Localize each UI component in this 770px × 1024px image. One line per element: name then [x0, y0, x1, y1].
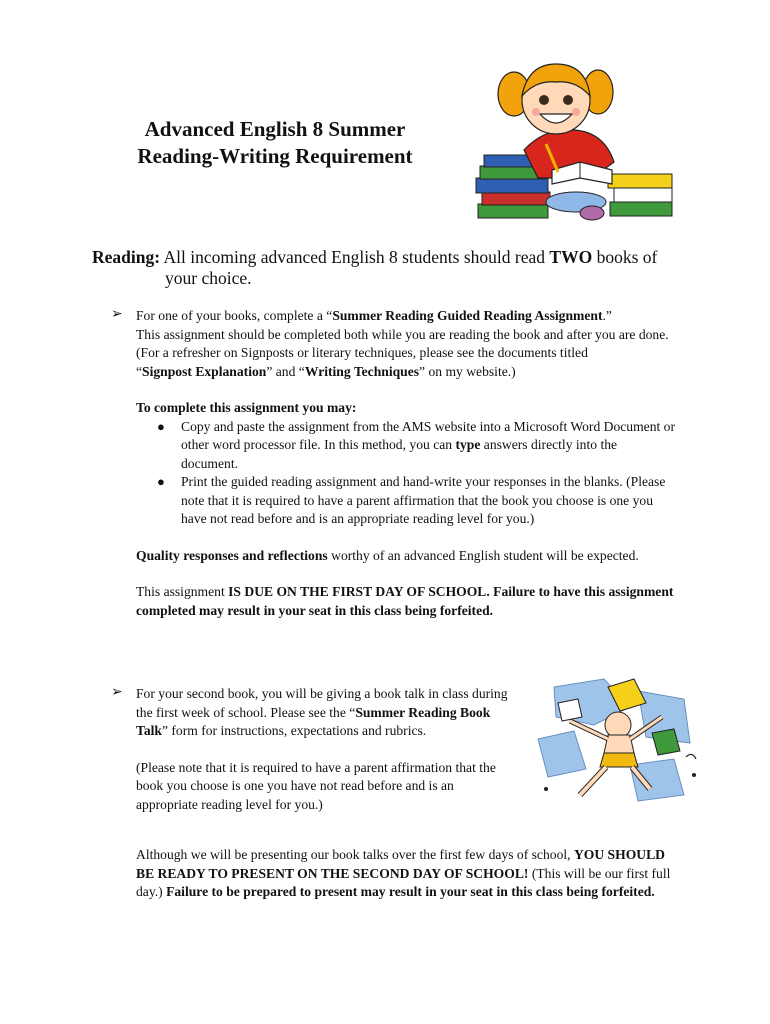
arrow-bullet-icon: ➢: [111, 685, 123, 700]
quote-and: ” and “: [266, 363, 305, 379]
due-date-notice: [136, 583, 676, 620]
presentation-notice: [136, 846, 676, 902]
parent-affirmation-note: (Please note that it is required to have a parent affirmation that the book you choose is one you have not read before and is an appropriate reading level for you.): [136, 759, 496, 812]
first-book-intro-end: .”: [602, 308, 612, 323]
reading-text-3: your choice.: [165, 268, 252, 288]
reading-intro: [92, 247, 692, 289]
girl-reading-books-illustration: [472, 52, 678, 232]
first-book-timing: This assignment should be completed both while you are reading the book and after you are done.: [136, 326, 669, 342]
first-book-intro-text: For one of your books, complete a “: [136, 308, 333, 323]
arrow-bullet-icon: ➢: [111, 307, 123, 322]
presentation-bold-2: Failure to be prepared to present may result in your seat in this class being forfeited.: [166, 884, 655, 899]
presentation-text: [136, 846, 676, 902]
signpost-explanation-title: Signpost Explanation: [142, 363, 267, 379]
first-book-section: [136, 307, 676, 620]
quality-expectation: [136, 547, 676, 566]
due-text: This assignment: [136, 584, 225, 599]
title-line-2: Reading-Writing Requirement: [137, 144, 413, 168]
option-2-text: Print the guided reading assignment and hand-write your responses in the blanks. (Please note that it is required to have a parent affirmation that the book you choose is one you have not read before and is an appropriate reading level for you.): [181, 474, 666, 526]
book-talk-form-title: Summer Reading Book Talk: [136, 704, 491, 738]
bullet-dot-icon: ●: [157, 474, 165, 489]
writing-techniques-title: Writing Techniques: [304, 363, 420, 379]
second-book-intro-end: ” form for instructions, expectations and rubrics.: [161, 723, 427, 738]
reading-text-1: All incoming advanced English 8 students should read: [163, 247, 546, 267]
how-to-complete-heading: To complete this assignment you may:: [136, 400, 357, 415]
page-title: [110, 116, 440, 170]
quote-end: ” on my website.): [419, 363, 516, 379]
option-1-end: answers directly into the document.: [181, 437, 618, 471]
option-type-document: [136, 418, 676, 474]
reading-text-2: books of: [596, 247, 658, 267]
first-book-refresher: (For a refresher on Signposts or literary techniques, please see the documents titled: [136, 345, 588, 360]
option-hand-write: [136, 473, 676, 529]
guided-reading-assignment-title: Summer Reading Guided Reading Assignment: [332, 308, 603, 323]
second-book-intro-text: For your second book, you will be giving a book talk in class during the first week of school. Please see the “: [136, 686, 508, 720]
option-1-bold: type: [455, 437, 481, 452]
presentation-text-2: (This will be our first full day.): [136, 865, 671, 899]
reading-text-bold: TWO: [549, 247, 593, 267]
bullet-dot-icon: ●: [157, 418, 165, 434]
option-1-text: Copy and paste the assignment from the AMS website into a Microsoft Word Document or other word processor file. In this method, you can: [181, 418, 675, 452]
completion-options-list: [136, 418, 676, 529]
first-book-intro: [136, 307, 676, 326]
second-book-section: [136, 685, 516, 814]
boy-floating-with-books-illustration: [534, 677, 702, 807]
presentation-text-1: Although we will be presenting our book talks over the first few days of school,: [136, 847, 571, 862]
second-book-intro: [136, 685, 516, 741]
reading-label: Reading:: [92, 247, 161, 267]
title-line-1: Advanced English 8 Summer: [144, 117, 406, 141]
due-bold: IS DUE ON THE FIRST DAY OF SCHOOL. Failure to have this assignment completed may result in your seat in this class being forfeited.: [136, 584, 674, 618]
first-book-documents: [136, 363, 676, 382]
quality-bold: Quality responses and reflections: [136, 547, 328, 563]
presentation-bold: YOU SHOULD BE READY TO PRESENT ON THE SECOND DAY OF SCHOOL!: [136, 847, 665, 881]
quality-rest: worthy of an advanced English student will be expected.: [331, 547, 639, 563]
quote-open: “: [136, 363, 143, 379]
